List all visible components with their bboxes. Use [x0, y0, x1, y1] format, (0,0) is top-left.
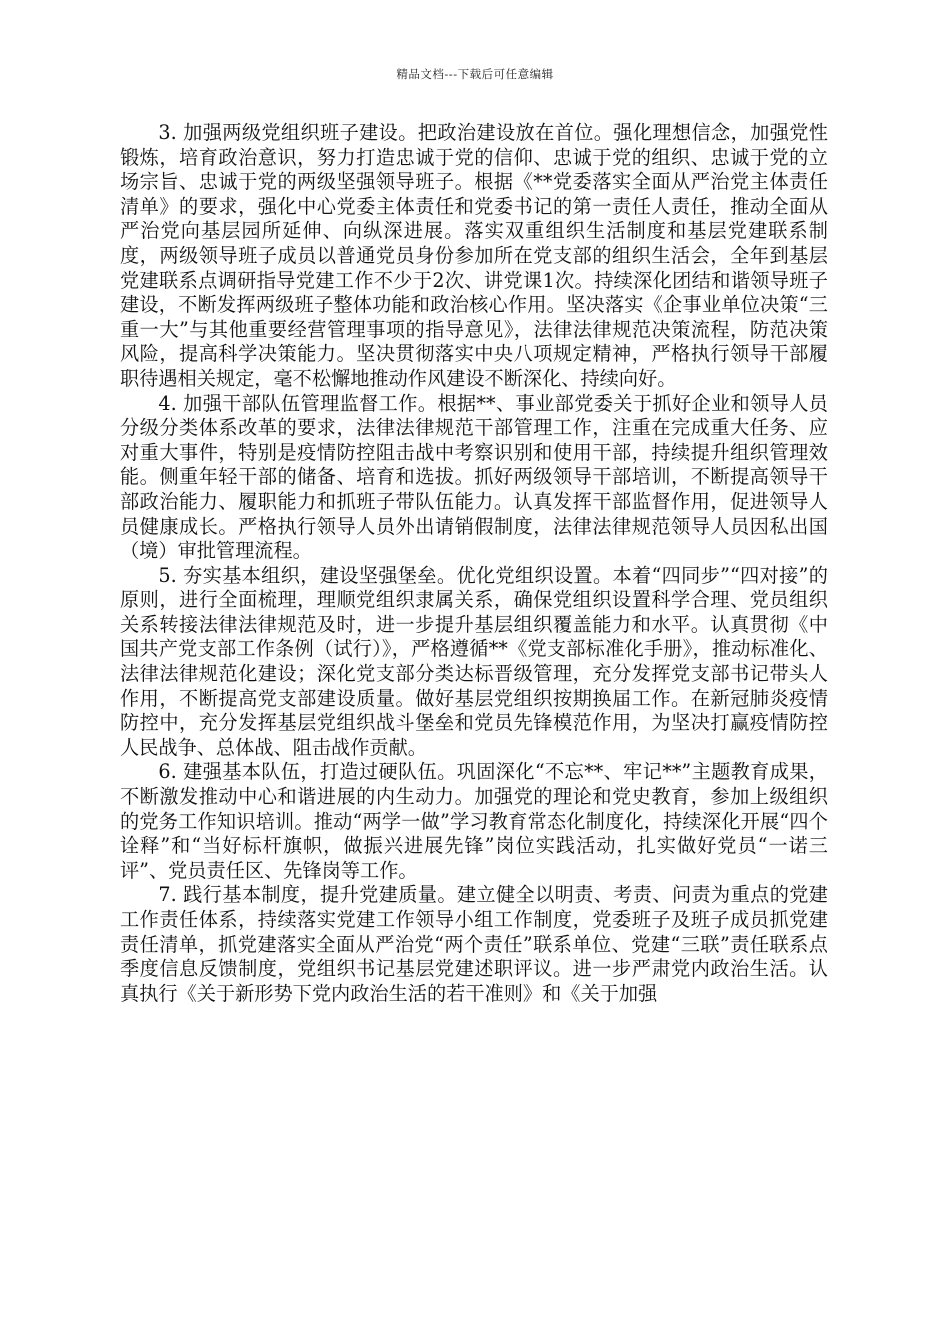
document-body [120, 121, 828, 1006]
paragraph-7: 7. 践行基本制度，提升党建质量。建立健全以明责、考责、问责为重点的党建工作责任体系，持续落实党建工作领导小组工作制度，党委班子及班子成员抓党建责任清单，抓党建落实全面从严治党“两个责任”联系单位、党建“三联”责任联系点季度信息反馈制度，党组织书记基层党建述职评议。进一步严肃党内政治生活。认真执行《关于新形势下党内政治生活的若干准则》和《关于加强 [120, 883, 828, 1005]
header-note: 精品文档---下载后可任意编辑 [396, 67, 554, 81]
paragraph-6: 6. 建强基本队伍，打造过硬队伍。巩固深化“不忘**、牢记**”主题教育成果，不断激发推动中心和谐进展的内生动力。加强党的理论和党史教育，参加上级组织的党务工作知识培训。推动“两学一做”学习教育常态化制度化，持续深化开展“四个诠释”和“当好标杆旗帜，做振兴进展先锋”岗位实践活动，扎实做好党员“一诺三评”、党员责任区、先锋岗等工作。 [120, 760, 828, 882]
paragraph-3: 3. 加强两级党组织班子建设。把政治建设放在首位。强化理想信念，加强党性锻炼，培育政治意识，努力打造忠诚于党的信仰、忠诚于党的组织、忠诚于党的立场宗旨、忠诚于党的两级坚强领导班子。根据《**党委落实全面从严治党主体责任清单》的要求，强化中心党委主体责任和党委书记的第一责任人责任，推动全面从严治党向基层园所延伸、向纵深进展。落实双重组织生活制度和基层党建联系制度，两级领导班子成员以普通党员身份参加所在党支部的组织生活会，全年到基层党建联系点调研指导党建工作不少于2次、讲党课1次。持续深化团结和谐领导班子建设，不断发挥两级班子整体功能和政治核心作用。坚决落实《企事业单位决策“三重一大”与其他重要经营管理事项的指导意见》，法律法律规范决策流程，防范决策风险，提高科学决策能力。坚决贯彻落实中央八项规定精神，严格执行领导干部履职待遇相关规定，毫不松懈地推动作风建设不断深化、持续向好。 [120, 121, 828, 390]
paragraph-4: 4. 加强干部队伍管理监督工作。根据**、事业部党委关于抓好企业和领导人员分级分类体系改革的要求，法律法律规范干部管理工作，注重在完成重大任务、应对重大事件，特别是疫情防控阻击战中考察识别和使用干部，持续提升组织管理效能。侧重年轻干部的储备、培育和选拔。抓好两级领导干部培训，不断提高领导干部政治能力、履职能力和抓班子带队伍能力。认真发挥干部监督作用，促进领导人员健康成长。严格执行领导人员外出请销假制度，法律法律规范领导人员因私出国（境）审批管理流程。 [120, 391, 828, 563]
paragraph-5: 5. 夯实基本组织，建设坚强堡垒。优化党组织设置。本着“四同步”“四对接”的原则，进行全面梳理，理顺党组织隶属关系，确保党组织设置科学合理、党员组织关系转接法律法律规范及时，进一步提升基层组织覆盖能力和水平。认真贯彻《中国共产党支部工作条例（试行）》，严格遵循**《党支部标准化手册》，推动标准化、法律法律规范化建设；深化党支部分类达标晋级管理，充分发挥党支部书记带头人作用，不断提高党支部建设质量。做好基层党组织按期换届工作。在新冠肺炎疫情防控中，充分发挥基层党组织战斗堡垒和党员先锋模范作用，为坚决打赢疫情防控人民战争、总体战、阻击战作贡献。 [120, 563, 828, 759]
